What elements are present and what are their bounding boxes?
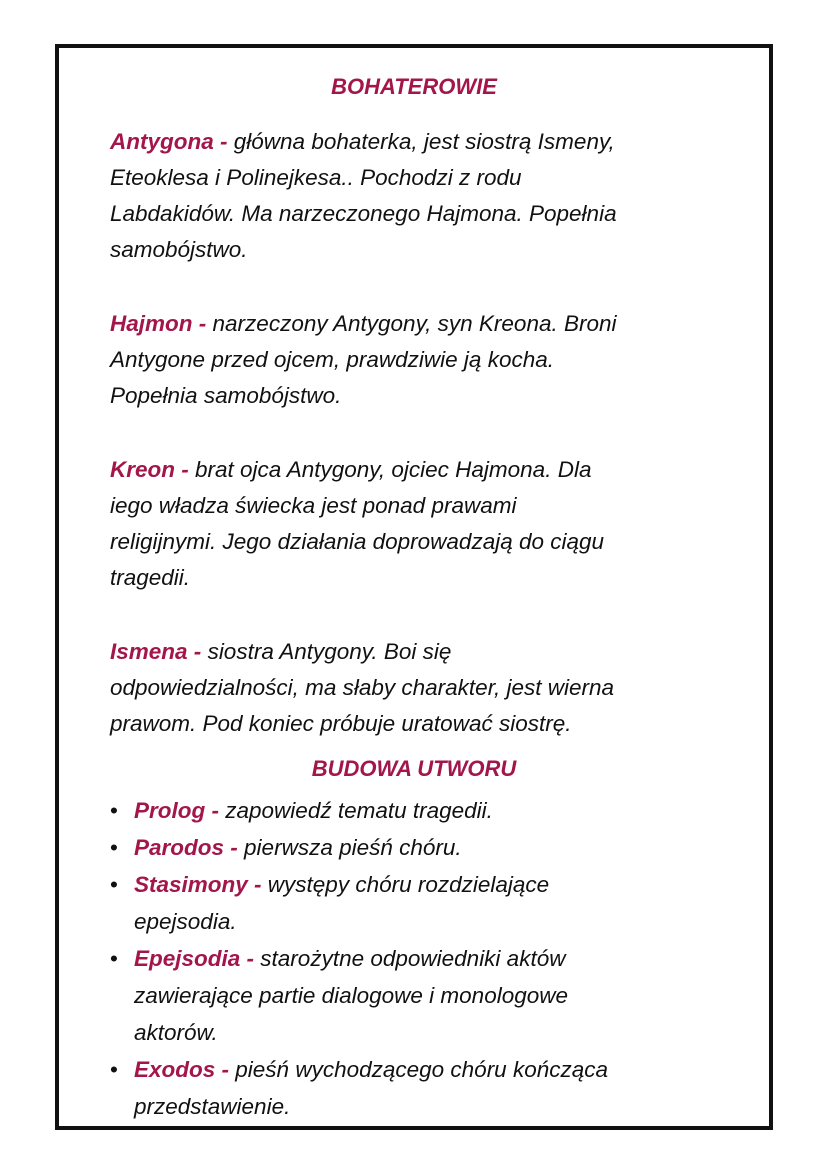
hero-description: brat ojca Antygony, ojciec Hajmona. Dla iego władza świecka jest ponad prawami religijnymi. Jego działania doprowadzają do ciągu tragedii. [110, 457, 605, 590]
structure-list [110, 792, 750, 1125]
part-name: Stasimony - [134, 872, 262, 897]
hero-hajmon [110, 306, 750, 414]
part-description: pierwsza pieśń chóru. [244, 835, 462, 860]
bullet-icon: • [110, 798, 118, 823]
hero-description: narzeczony Antygony, syn Kreona. Broni Antygone przed ojcem, prawdziwie ją kocha. Popełnia samobójstwo. [110, 311, 617, 408]
hero-antygona [110, 124, 750, 268]
document-frame [55, 44, 773, 1130]
part-name: Parodos - [134, 835, 238, 860]
hero-name: Ismena - [110, 639, 202, 664]
bullet-icon: • [110, 835, 118, 860]
hero-name: Hajmon - [110, 311, 207, 336]
list-item [110, 940, 750, 1051]
bullet-icon: • [110, 1057, 118, 1082]
hero-name: Kreon - [110, 457, 189, 482]
hero-description: siostra Antygony. Boi się odpowiedzialności, ma słaby charakter, jest wierna prawom. Pod koniec próbuje uratować siostrę. [110, 639, 614, 736]
part-description: występy chóru rozdzielające epejsodia. [134, 872, 550, 934]
hero-kreon [110, 452, 750, 596]
hero-ismena [110, 634, 750, 742]
part-name: Epejsodia - [134, 946, 255, 971]
part-description: zapowiedź tematu tragedii. [225, 798, 493, 823]
part-name: Prolog - [134, 798, 219, 823]
part-description: starożytne odpowiedniki aktów zawierające partie dialogowe i monologowe aktorów. [134, 946, 569, 1045]
hero-description: główna bohaterka, jest siostrą Ismeny, Eteoklesa i Polinejkesa.. Pochodzi z rodu Labdakidów. Ma narzeczonego Hajmona. Popełnia samobójstwo. [110, 129, 617, 262]
part-name: Exodos - [134, 1057, 230, 1082]
list-item [110, 792, 750, 829]
part-description: pieśń wychodzącego chóru kończąca przedstawienie. [134, 1057, 609, 1119]
structure-heading: BUDOWA UTWORU [311, 756, 517, 781]
list-item [110, 1051, 750, 1125]
heroes-heading: BOHATEROWIE [331, 74, 497, 99]
bullet-icon: • [110, 872, 118, 897]
bullet-icon: • [110, 946, 118, 971]
hero-name: Antygona - [110, 129, 228, 154]
list-item [110, 829, 750, 866]
list-item [110, 866, 750, 940]
